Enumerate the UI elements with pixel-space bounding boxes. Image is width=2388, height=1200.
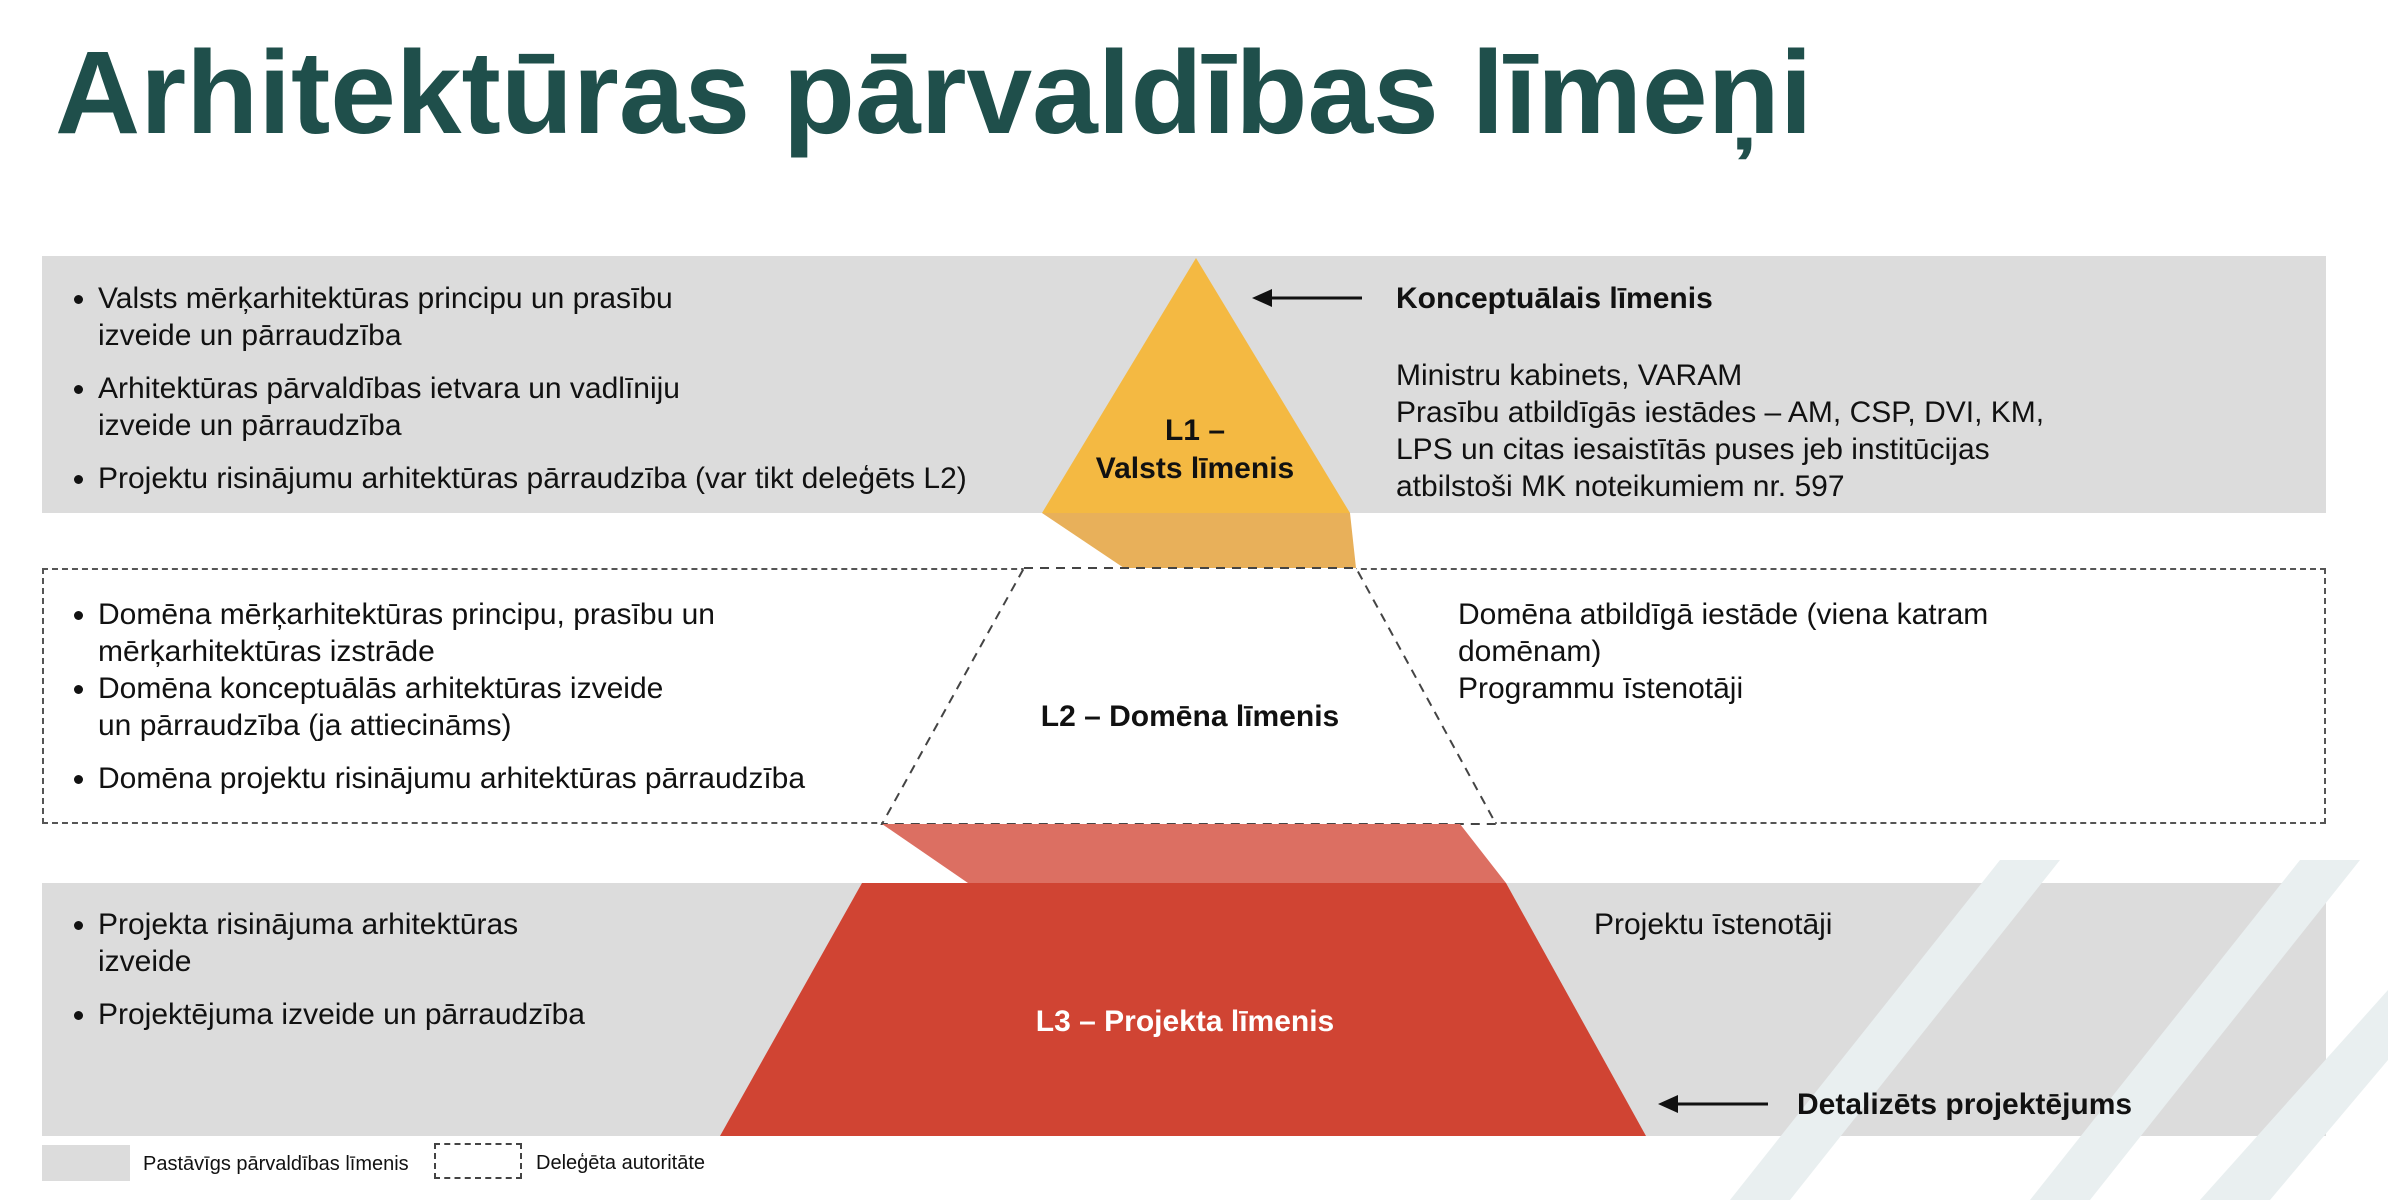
l3-actor-line: Projektu īstenotāji: [1594, 908, 1833, 941]
l3-task-list: [56, 906, 618, 1033]
l1-actors-heading: Konceptuālais līmenis: [1396, 282, 1713, 315]
list-item: • Projektējuma izveide un pārraudzība: [98, 996, 618, 1033]
l3-label: L3 – Projekta līmenis: [1035, 1005, 1335, 1038]
l2-label: L2 – Domēna līmenis: [1040, 700, 1340, 733]
l3-arrow-icon: [1656, 1089, 1776, 1119]
l2-task-list: [56, 596, 806, 797]
l1-arrow-icon: [1250, 283, 1370, 313]
list-item: • Projekta risinājuma arhitektūras izveide: [98, 906, 558, 980]
list-item: • Projektu risinājumu arhitektūras pārraudzība (var tikt deleģēts L2): [98, 460, 768, 497]
legend-independent-label: Pastāvīgs pārvaldības līmenis: [143, 1153, 409, 1175]
l1-task-list: [56, 280, 967, 497]
l2-l3-connector: [882, 824, 1506, 883]
legend-grey-swatch: [42, 1145, 130, 1181]
legend-delegated-label: Deleģēta autoritāte: [536, 1152, 706, 1174]
page-title: Arhitektūras pārvaldības līmeņi: [55, 27, 1813, 159]
list-item: • Domēna projektu risinājumu arhitektūras pārraudzība: [98, 760, 798, 797]
l1-actor-line: LPS un citas iesaistītās puses jeb institūcijas: [1396, 433, 1990, 466]
l2-actor-line: Programmu īstenotāji: [1458, 672, 1744, 705]
l1-l2-connector: [1042, 513, 1356, 568]
l2-actor-line: Domēna atbildīgā iestāde (viena katram: [1458, 598, 1989, 631]
l1-label-line1: L1 –: [1164, 414, 1226, 447]
list-item: • Domēna mērķarhitektūras principu, prasību un mērķarhitektūras izstrāde: [98, 596, 798, 670]
list-item: • Arhitektūras pārvaldības ietvara un vadlīniju izveide un pārraudzība: [98, 370, 768, 444]
list-item: • Domēna konceptuālās arhitektūras izveide un pārraudzība (ja attiecināms): [98, 670, 688, 744]
l1-actor-line: Ministru kabinets, VARAM: [1396, 359, 1743, 392]
l1-label-line2: Valsts līmenis: [1095, 452, 1295, 485]
l1-label: [1040, 412, 1350, 488]
legend-dashed-swatch: [434, 1143, 522, 1179]
l1-actor-line: Prasību atbildīgās iestādes – AM, CSP, DVI, KM,: [1396, 396, 2045, 429]
l2-actor-line: domēnam): [1458, 635, 1602, 668]
l1-actor-line: atbilstoši MK noteikumiem nr. 597: [1396, 470, 1845, 503]
list-item: • Valsts mērķarhitektūras principu un prasību izveide un pārraudzība: [98, 280, 768, 354]
l3-bottom-heading: Detalizēts projektējums: [1797, 1088, 2133, 1121]
l2-trapezoid: [882, 568, 1496, 824]
